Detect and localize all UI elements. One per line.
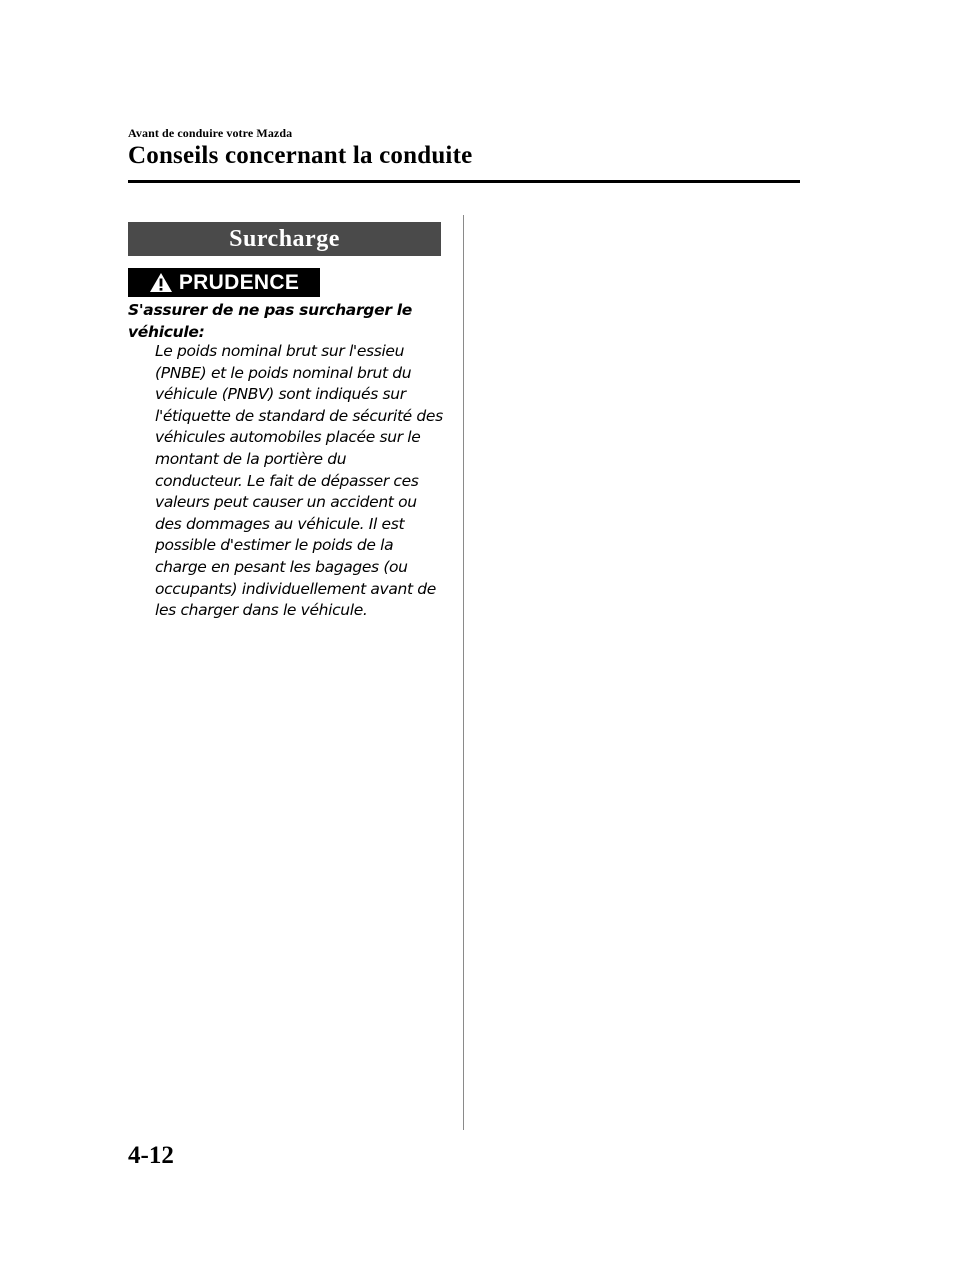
warning-body-line: occupants) individuellement avant de	[155, 579, 436, 598]
warning-triangle-icon	[149, 272, 173, 293]
warning-lead	[128, 299, 448, 343]
warning-body-line: valeurs peut causer un accident ou	[155, 493, 417, 512]
warning-body-line: véhicules automobiles placée sur le	[155, 428, 421, 447]
header-rule	[128, 180, 800, 183]
warning-lead-line: S'assurer de ne pas surcharger le	[128, 301, 412, 319]
section-heading: Surcharge	[128, 222, 441, 256]
warning-body-line: (PNBE) et le poids nominal brut du	[155, 363, 412, 382]
warning-lead-line: véhicule:	[128, 323, 205, 341]
warning-body-line: les charger dans le véhicule.	[155, 601, 368, 620]
running-head: Avant de conduire votre Mazda	[128, 126, 293, 140]
warning-body-line: possible d'estimer le poids de la	[155, 536, 394, 555]
chapter-title: Conseils concernant la conduite	[128, 142, 473, 169]
caution-label	[128, 268, 320, 297]
warning-body-line: montant de la portière du	[155, 449, 347, 468]
warning-body-line: conducteur. Le fait de dépasser ces	[155, 471, 419, 490]
column-divider	[463, 215, 464, 1130]
warning-body	[155, 341, 455, 622]
warning-body-line: des dommages au véhicule. Il est	[155, 514, 405, 533]
warning-body-line: l'étiquette de standard de sécurité des	[155, 406, 443, 425]
caution-label-text: PRUDENCE	[178, 270, 300, 294]
warning-body-line: charge en pesant les bagages (ou	[155, 557, 408, 576]
page-number: 4-12	[128, 1142, 174, 1169]
warning-body-line: Le poids nominal brut sur l'essieu	[155, 342, 405, 360]
warning-body-line: véhicule (PNBV) sont indiqués sur	[155, 385, 406, 404]
